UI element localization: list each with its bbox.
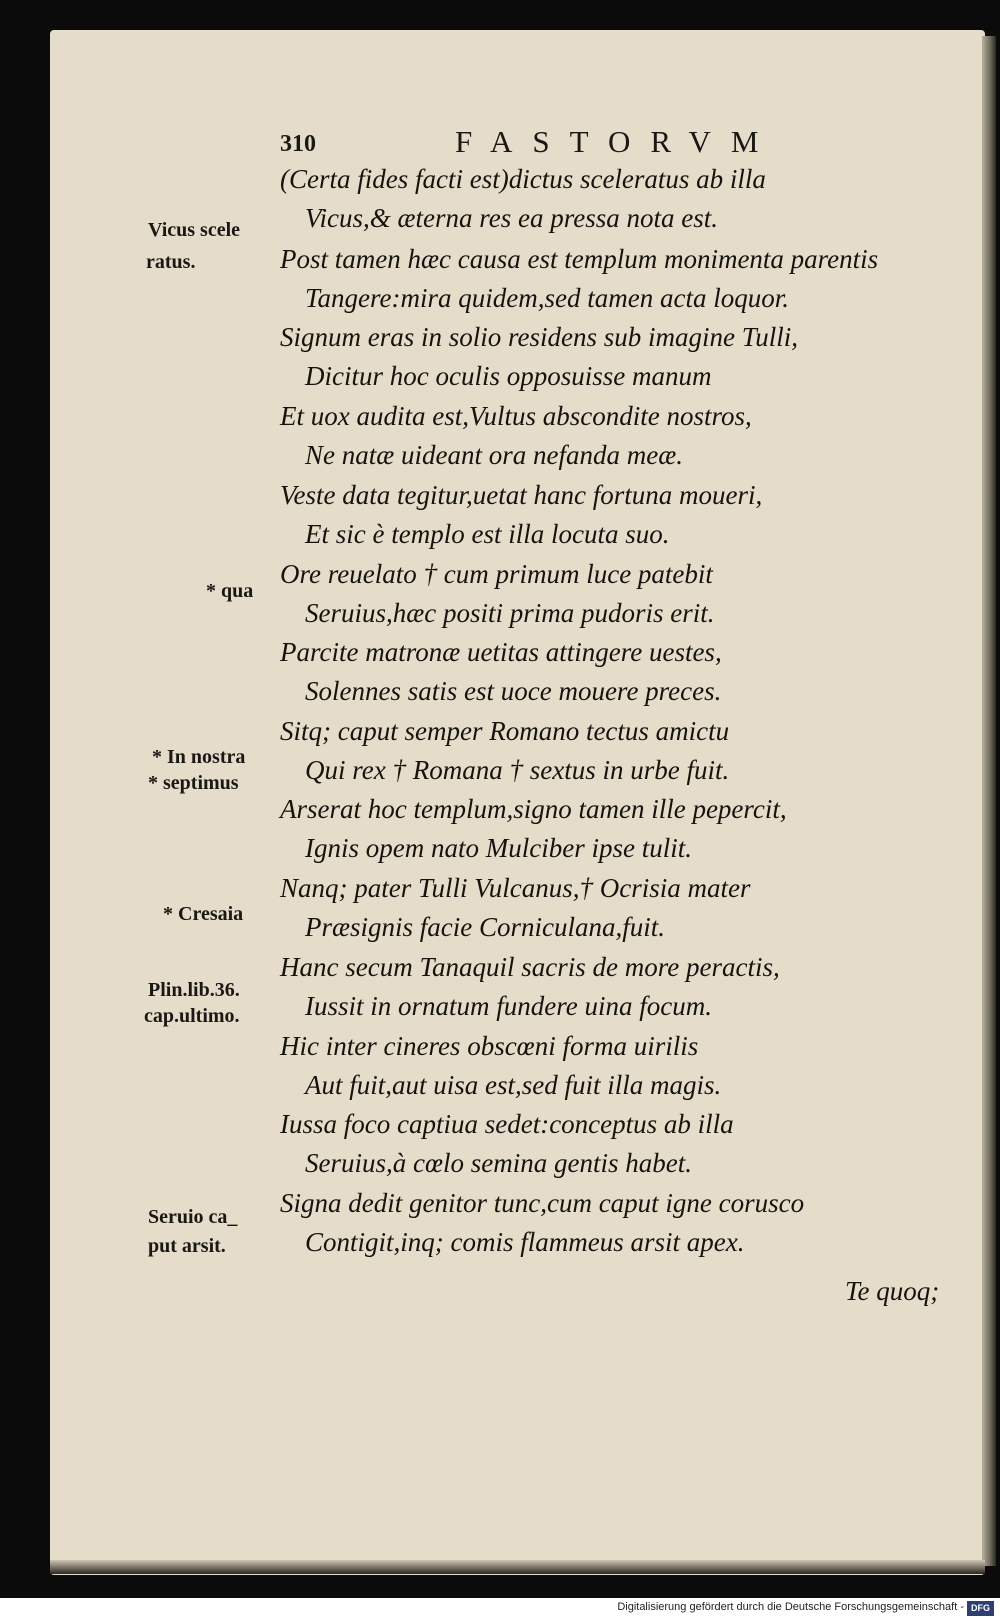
verse-line: Ignis opem nato Mulciber ipse tulit.: [305, 833, 692, 863]
verse-line: Signum eras in solio residens sub imagine Tulli,: [280, 322, 799, 352]
verse-line: Aut fuit,aut uisa est,sed fuit illa magis.: [305, 1070, 722, 1100]
verse-line: Tangere:mira quidem,sed tamen acta loquor.: [305, 283, 789, 313]
verse-line: Ore reuelato † cum primum luce patebit: [280, 559, 713, 589]
margin-note: ratus.: [146, 251, 196, 273]
verse-line: Seruius,hæc positi prima pudoris erit.: [305, 598, 715, 628]
verse-line: Hanc secum Tanaquil sacris de more peractis,: [280, 952, 780, 982]
margin-note: Plin.lib.36.: [148, 979, 240, 1001]
verse-line: Hic inter cineres obscœni forma uirilis: [280, 1031, 699, 1061]
footer-credit: Digitalisierung gefördert durch die Deutsche Forschungsgemeinschaft -: [617, 1601, 964, 1613]
catchword: Te quoq;: [845, 1276, 940, 1306]
verse-line: Vicus,& æterna res ea pressa nota est.: [305, 203, 718, 233]
verse-line: Veste data tegitur,uetat hanc fortuna moueri,: [280, 480, 763, 510]
verse-line: Iussa foco captiua sedet:conceptus ab illa: [280, 1109, 734, 1139]
digitization-footer: [0, 1598, 1000, 1620]
verse-line: Dicitur hoc oculis opposuisse manum: [305, 361, 712, 391]
margin-note: put arsit.: [148, 1235, 226, 1257]
margin-note: Vicus scele: [148, 219, 241, 241]
verse-line: Nanq; pater Tulli Vulcanus,† Ocrisia mater: [280, 873, 751, 903]
page-number: 310: [280, 131, 316, 157]
verse-line: Post tamen hæc causa est templum monimenta parentis: [280, 244, 879, 274]
verse-line: Præsignis facie Corniculana,fuit.: [305, 912, 666, 942]
verse-line: Qui rex † Romana † sextus in urbe fuit.: [305, 755, 730, 785]
verse-line: Et sic è templo est illa locuta suo.: [305, 519, 670, 549]
verse-line: Signa dedit genitor tunc,cum caput igne corusco: [280, 1188, 805, 1218]
verse-line: Sitq; caput semper Romano tectus amictu: [280, 716, 730, 746]
verse-line: Arserat hoc templum,signo tamen ille pepercit,: [280, 794, 787, 824]
margin-note: * Cresaia: [163, 903, 244, 925]
verse-line: Seruius,à cœlo semina gentis habet.: [305, 1148, 692, 1178]
verse-line: Solennes satis est uoce mouere preces.: [305, 676, 722, 706]
verse-line: Ne natæ uideant ora nefanda meæ.: [305, 440, 683, 470]
margin-note: * In nostra: [152, 746, 246, 768]
verse-line: (Certa fides facti est)dictus sceleratus ab illa: [280, 164, 766, 194]
running-title: FASTORVM: [455, 124, 779, 159]
margin-note: * septimus: [148, 772, 239, 794]
dfg-logo-icon: DFG: [967, 1601, 994, 1616]
margin-note: Seruio ca_: [148, 1206, 238, 1228]
verse-line: Contigit,inq; comis flammeus arsit apex.: [305, 1227, 745, 1257]
margin-note: cap.ultimo.: [144, 1005, 240, 1027]
verse-line: Et uox audita est,Vultus abscondite nostros,: [280, 401, 752, 431]
margin-note: * qua: [206, 580, 254, 602]
verse-line: Iussit in ornatum fundere uina focum.: [305, 991, 712, 1021]
verse-line: Parcite matronæ uetitas attingere uestes,: [280, 637, 722, 667]
